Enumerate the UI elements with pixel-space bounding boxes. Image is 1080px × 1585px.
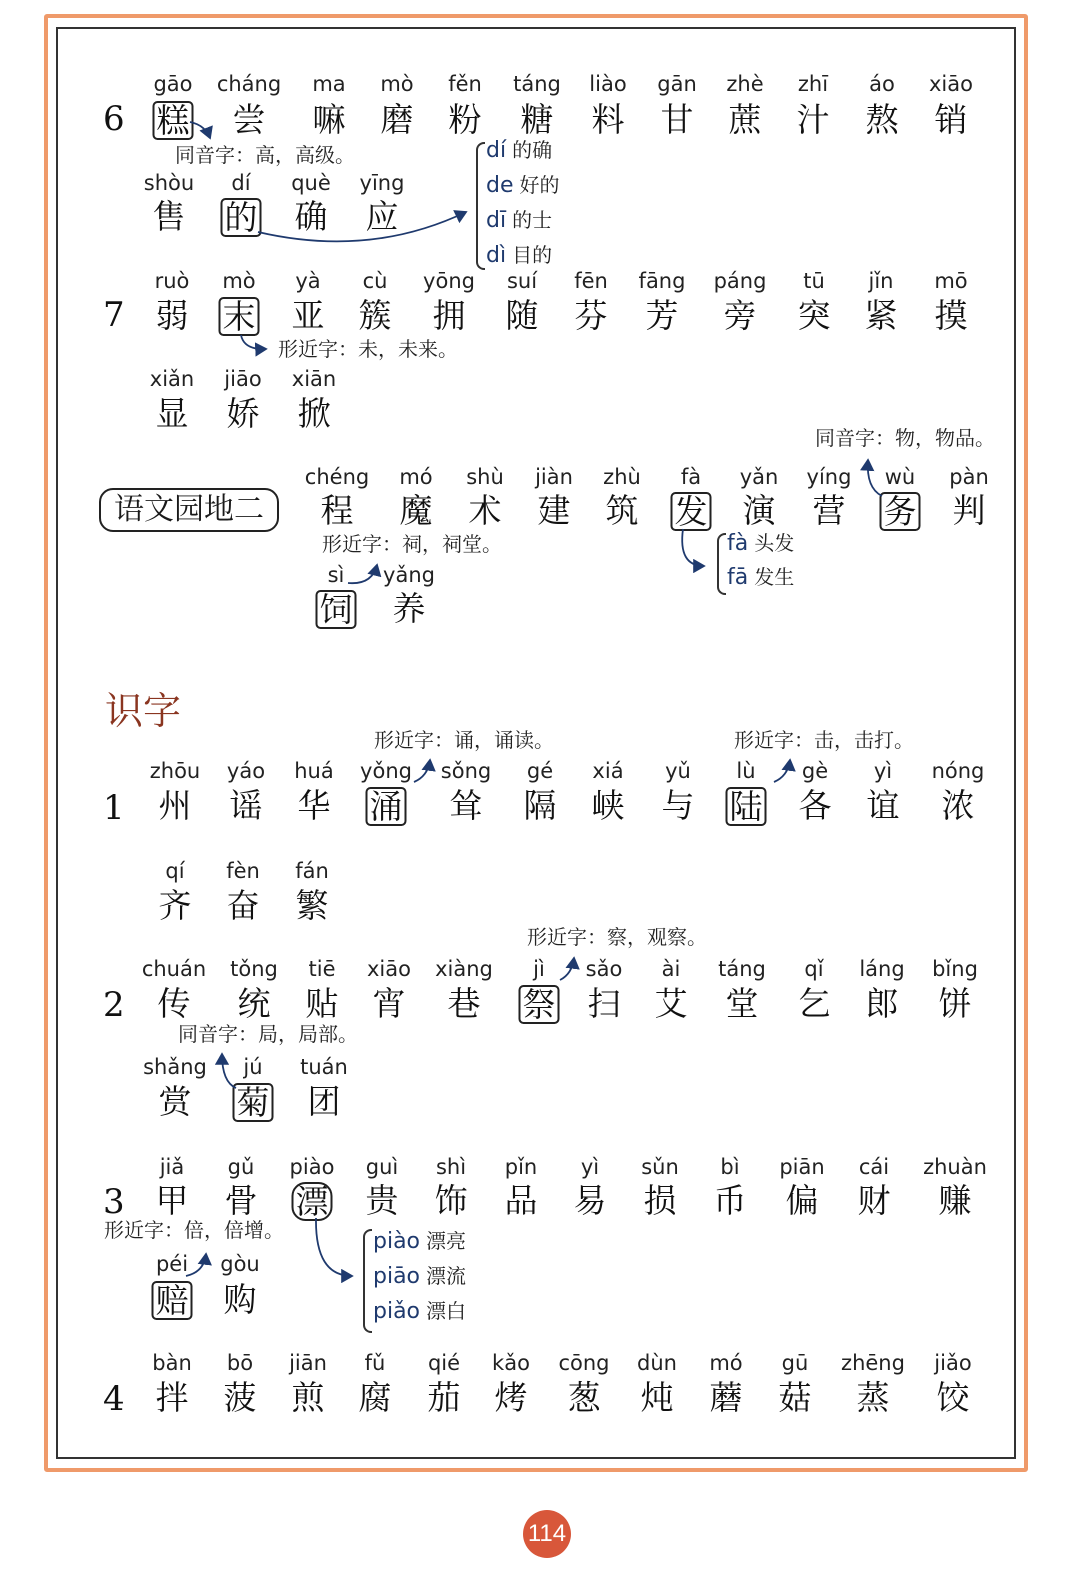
pinyin: yáo (226, 759, 266, 783)
pinyin: ma (312, 72, 346, 96)
character: 炖 (640, 1378, 674, 1417)
pinyin: yīng (359, 171, 405, 195)
pinyin: cōng (558, 1351, 610, 1375)
pinyin: fěn (448, 72, 482, 96)
character: 峡 (591, 786, 625, 825)
pinyin: jiān (289, 1351, 327, 1375)
character-boxed: 涌 (366, 787, 407, 826)
character: 饼 (938, 984, 972, 1023)
pinyin: yǒng (360, 759, 412, 783)
character: 演 (742, 491, 776, 530)
pinyin: chéng (304, 465, 370, 489)
pinyin: jiǎo (934, 1351, 972, 1375)
pinyin: táng (513, 72, 561, 96)
character: 蘑 (709, 1378, 743, 1417)
polyphone-brace (476, 142, 485, 270)
character: 销 (934, 100, 968, 139)
pinyin: tǒng (230, 957, 278, 981)
character: 术 (468, 491, 502, 530)
homophone-note: 同音字：高，高级。 (175, 143, 355, 167)
pinyin: piào (289, 1155, 335, 1179)
pinyin: jiàn (535, 465, 573, 489)
polyphone-item: dī 的士 (486, 208, 553, 233)
character: 茄 (427, 1378, 461, 1417)
character: 繁 (295, 886, 329, 925)
pinyin: chuán (141, 957, 207, 981)
character: 芬 (574, 296, 608, 335)
page-number-badge: 114 (523, 1510, 571, 1558)
pinyin: yōng (423, 269, 475, 293)
character: 嘛 (312, 100, 346, 139)
character: 饺 (936, 1378, 970, 1417)
pinyin: yì (580, 1155, 600, 1179)
character: 养 (392, 589, 426, 628)
lesson-number: 7 (103, 295, 125, 335)
character: 偏 (785, 1181, 819, 1220)
pinyin: sǎo (585, 957, 623, 981)
pinyin: pǐn (504, 1155, 538, 1179)
pinyin: suí (506, 269, 538, 293)
character: 料 (591, 100, 625, 139)
pinyin: yǎng (383, 563, 435, 587)
character-boxed: 的 (221, 198, 262, 237)
character: 程 (320, 491, 354, 530)
pinyin: dí (231, 171, 251, 195)
pinyin: gāo (153, 72, 193, 96)
character-boxed: 陆 (726, 787, 767, 826)
pinyin: mó (709, 1351, 743, 1375)
pinyin: zhè (726, 72, 764, 96)
homophone-note: 同音字：局，局部。 (178, 1022, 358, 1046)
character: 州 (158, 786, 192, 825)
pinyin: bō (226, 1351, 254, 1375)
character: 拌 (155, 1378, 189, 1417)
character: 财 (857, 1181, 891, 1220)
pinyin: láng (859, 957, 905, 981)
pinyin: fāng (638, 269, 686, 293)
character: 磨 (380, 100, 414, 139)
pinyin: fèn (226, 859, 260, 883)
pinyin: táng (718, 957, 766, 981)
character: 甲 (155, 1181, 189, 1220)
character: 应 (365, 197, 399, 236)
character: 腐 (358, 1378, 392, 1417)
character: 摸 (934, 296, 968, 335)
pinyin: ài (661, 957, 681, 981)
pinyin: jiāo (224, 367, 262, 391)
character: 华 (297, 786, 331, 825)
character-boxed: 祭 (519, 985, 560, 1024)
pinyin: mò (380, 72, 414, 96)
pinyin: jì (533, 957, 545, 981)
character: 紧 (864, 296, 898, 335)
polyphone-item: dì 目的 (486, 243, 553, 268)
character: 确 (294, 197, 328, 236)
character: 各 (798, 786, 832, 825)
character: 赚 (938, 1181, 972, 1220)
character: 郎 (865, 984, 899, 1023)
pinyin: áo (869, 72, 895, 96)
similar-form-note: 形近字：倍，倍增。 (104, 1218, 284, 1242)
pinyin: mò (222, 269, 256, 293)
character: 谣 (229, 786, 263, 825)
character: 骨 (224, 1181, 258, 1220)
character: 蒸 (856, 1378, 890, 1417)
pinyin: yǎn (739, 465, 779, 489)
character: 煎 (291, 1378, 325, 1417)
pinyin: mó (399, 465, 433, 489)
character: 簇 (358, 296, 392, 335)
character: 易 (573, 1181, 607, 1220)
lesson-number: 4 (103, 1379, 125, 1419)
pinyin: gū (781, 1351, 809, 1375)
character-boxed: 末 (219, 297, 260, 336)
character: 旁 (723, 296, 757, 335)
pinyin: bàn (152, 1351, 192, 1375)
pinyin: mō (934, 269, 968, 293)
character: 汁 (796, 100, 830, 139)
character: 随 (505, 296, 539, 335)
pinyin: cái (858, 1155, 890, 1179)
character: 奋 (226, 886, 260, 925)
character: 突 (797, 296, 831, 335)
character: 筑 (605, 491, 639, 530)
character: 损 (643, 1181, 677, 1220)
pinyin: zhuàn (923, 1155, 987, 1179)
lesson-number: 3 (103, 1182, 125, 1222)
pinyin: piān (779, 1155, 825, 1179)
polyphone-item: fā 发生 (727, 565, 795, 590)
character-boxed: 菊 (233, 1083, 274, 1122)
similar-form-note: 形近字：未，未来。 (278, 337, 458, 361)
character-boxed: 饲 (316, 590, 357, 629)
polyphone-item: piāo 漂流 (373, 1264, 467, 1289)
character: 糖 (520, 100, 554, 139)
character: 判 (952, 491, 986, 530)
pinyin: gòu (220, 1252, 260, 1276)
pinyin: fǔ (364, 1351, 386, 1375)
character: 烤 (494, 1378, 528, 1417)
pinyin: fēn (574, 269, 608, 293)
character-boxed: 务 (880, 492, 921, 531)
pinyin: gān (657, 72, 697, 96)
character: 蔗 (728, 100, 762, 139)
pinyin: xiāo (929, 72, 973, 96)
character-boxed: 糕 (153, 101, 194, 140)
character: 粉 (448, 100, 482, 139)
pinyin: wù (884, 465, 916, 489)
polyphone-item: fà 头发 (727, 531, 795, 556)
pinyin: sǔn (641, 1155, 679, 1179)
pinyin: zhēng (841, 1351, 905, 1375)
section-title: 识字 (105, 689, 182, 733)
character: 弱 (155, 296, 189, 335)
pinyin: cù (362, 269, 388, 293)
pinyin: tū (803, 269, 825, 293)
pinyin: liào (589, 72, 627, 96)
pinyin: sǒng (440, 759, 492, 783)
pinyin: jú (243, 1055, 263, 1079)
pinyin: lù (736, 759, 756, 783)
character: 芳 (645, 296, 679, 335)
character: 传 (157, 984, 191, 1023)
character: 堂 (725, 984, 759, 1023)
character: 扫 (587, 984, 621, 1023)
pinyin: gè (801, 759, 829, 783)
pinyin: xiǎn (149, 367, 195, 391)
character: 亚 (291, 296, 325, 335)
character: 掀 (297, 394, 331, 433)
character: 售 (152, 197, 186, 236)
pinyin: sì (327, 563, 345, 587)
pinyin: yǔ (665, 759, 691, 783)
polyphone-item: dí 的确 (486, 138, 553, 163)
pinyin: shǎng (143, 1055, 207, 1079)
character: 娇 (226, 394, 260, 433)
character: 品 (504, 1181, 538, 1220)
polyphone-item: de 好的 (486, 173, 560, 198)
character: 币 (713, 1181, 747, 1220)
pinyin: guì (365, 1155, 399, 1179)
pinyin: páng (713, 269, 767, 293)
pinyin: nóng (931, 759, 985, 783)
character: 团 (307, 1082, 341, 1121)
pinyin: xiàng (435, 957, 493, 981)
lesson-number: 6 (103, 99, 125, 139)
character-boxed: 发 (671, 492, 712, 531)
character: 耸 (449, 786, 483, 825)
similar-form-note: 形近字：祠，祠堂。 (322, 532, 502, 556)
pinyin: xiá (592, 759, 624, 783)
character: 齐 (158, 886, 192, 925)
character-boxed: 漂 (292, 1182, 333, 1221)
pinyin: dùn (637, 1351, 677, 1375)
character: 与 (661, 786, 695, 825)
pinyin: kǎo (492, 1351, 530, 1375)
polyphone-brace (717, 533, 726, 595)
character: 巷 (447, 984, 481, 1023)
character-boxed: 赔 (152, 1281, 193, 1320)
character: 统 (237, 984, 271, 1023)
character: 乞 (797, 984, 831, 1023)
character: 赏 (158, 1082, 192, 1121)
character: 贵 (365, 1181, 399, 1220)
similar-form-note: 形近字：察，观察。 (527, 925, 707, 949)
character: 熬 (865, 100, 899, 139)
character: 营 (812, 491, 846, 530)
pinyin: qí (165, 859, 185, 883)
character: 浓 (941, 786, 975, 825)
character: 宵 (372, 984, 406, 1023)
polyphone-item: piào 漂亮 (373, 1229, 467, 1254)
polyphone-item: piǎo 漂白 (373, 1299, 467, 1324)
character: 显 (155, 394, 189, 433)
pinyin: xiāo (367, 957, 411, 981)
pinyin: yì (873, 759, 893, 783)
pinyin: pàn (949, 465, 989, 489)
pinyin: fà (680, 465, 702, 489)
character: 饰 (434, 1181, 468, 1220)
pinyin: péi (155, 1252, 189, 1276)
character: 艾 (654, 984, 688, 1023)
pinyin: zhōu (149, 759, 201, 783)
pinyin: jǐn (868, 269, 894, 293)
character: 葱 (567, 1378, 601, 1417)
character: 菇 (778, 1378, 812, 1417)
character: 尝 (232, 100, 266, 139)
character: 隔 (523, 786, 557, 825)
pinyin: qié (427, 1351, 461, 1375)
lesson-number: 1 (103, 788, 125, 828)
pinyin: cháng (216, 72, 282, 96)
pinyin: ruò (154, 269, 190, 293)
homophone-note: 同音字：物，物品。 (815, 426, 995, 450)
garden-label: 语文园地二 (99, 488, 279, 532)
pinyin: jiǎ (159, 1155, 185, 1179)
pinyin: yà (295, 269, 321, 293)
character: 建 (537, 491, 571, 530)
pinyin: gé (526, 759, 554, 783)
character: 菠 (223, 1378, 257, 1417)
character: 魔 (399, 491, 433, 530)
pinyin: fán (295, 859, 329, 883)
pinyin: shì (435, 1155, 467, 1179)
lesson-number: 2 (103, 985, 125, 1025)
character: 购 (223, 1280, 257, 1319)
pinyin: què (291, 171, 331, 195)
similar-form-note: 形近字：诵，诵读。 (374, 728, 554, 752)
pinyin: zhù (603, 465, 641, 489)
character: 拥 (432, 296, 466, 335)
pinyin: tiē (308, 957, 336, 981)
character: 谊 (866, 786, 900, 825)
pinyin: bǐng (932, 957, 978, 981)
pinyin: yíng (806, 465, 852, 489)
character: 甘 (660, 100, 694, 139)
pinyin: shòu (143, 171, 195, 195)
pinyin: zhī (797, 72, 829, 96)
pinyin: qǐ (804, 957, 824, 981)
polyphone-brace (363, 1229, 372, 1333)
pinyin: gǔ (227, 1155, 255, 1179)
character: 贴 (305, 984, 339, 1023)
similar-form-note: 形近字：击，击打。 (734, 728, 914, 752)
pinyin: huá (294, 759, 334, 783)
pinyin: bì (720, 1155, 740, 1179)
pinyin: shù (466, 465, 504, 489)
pinyin: tuán (300, 1055, 348, 1079)
pinyin: xiān (291, 367, 337, 391)
